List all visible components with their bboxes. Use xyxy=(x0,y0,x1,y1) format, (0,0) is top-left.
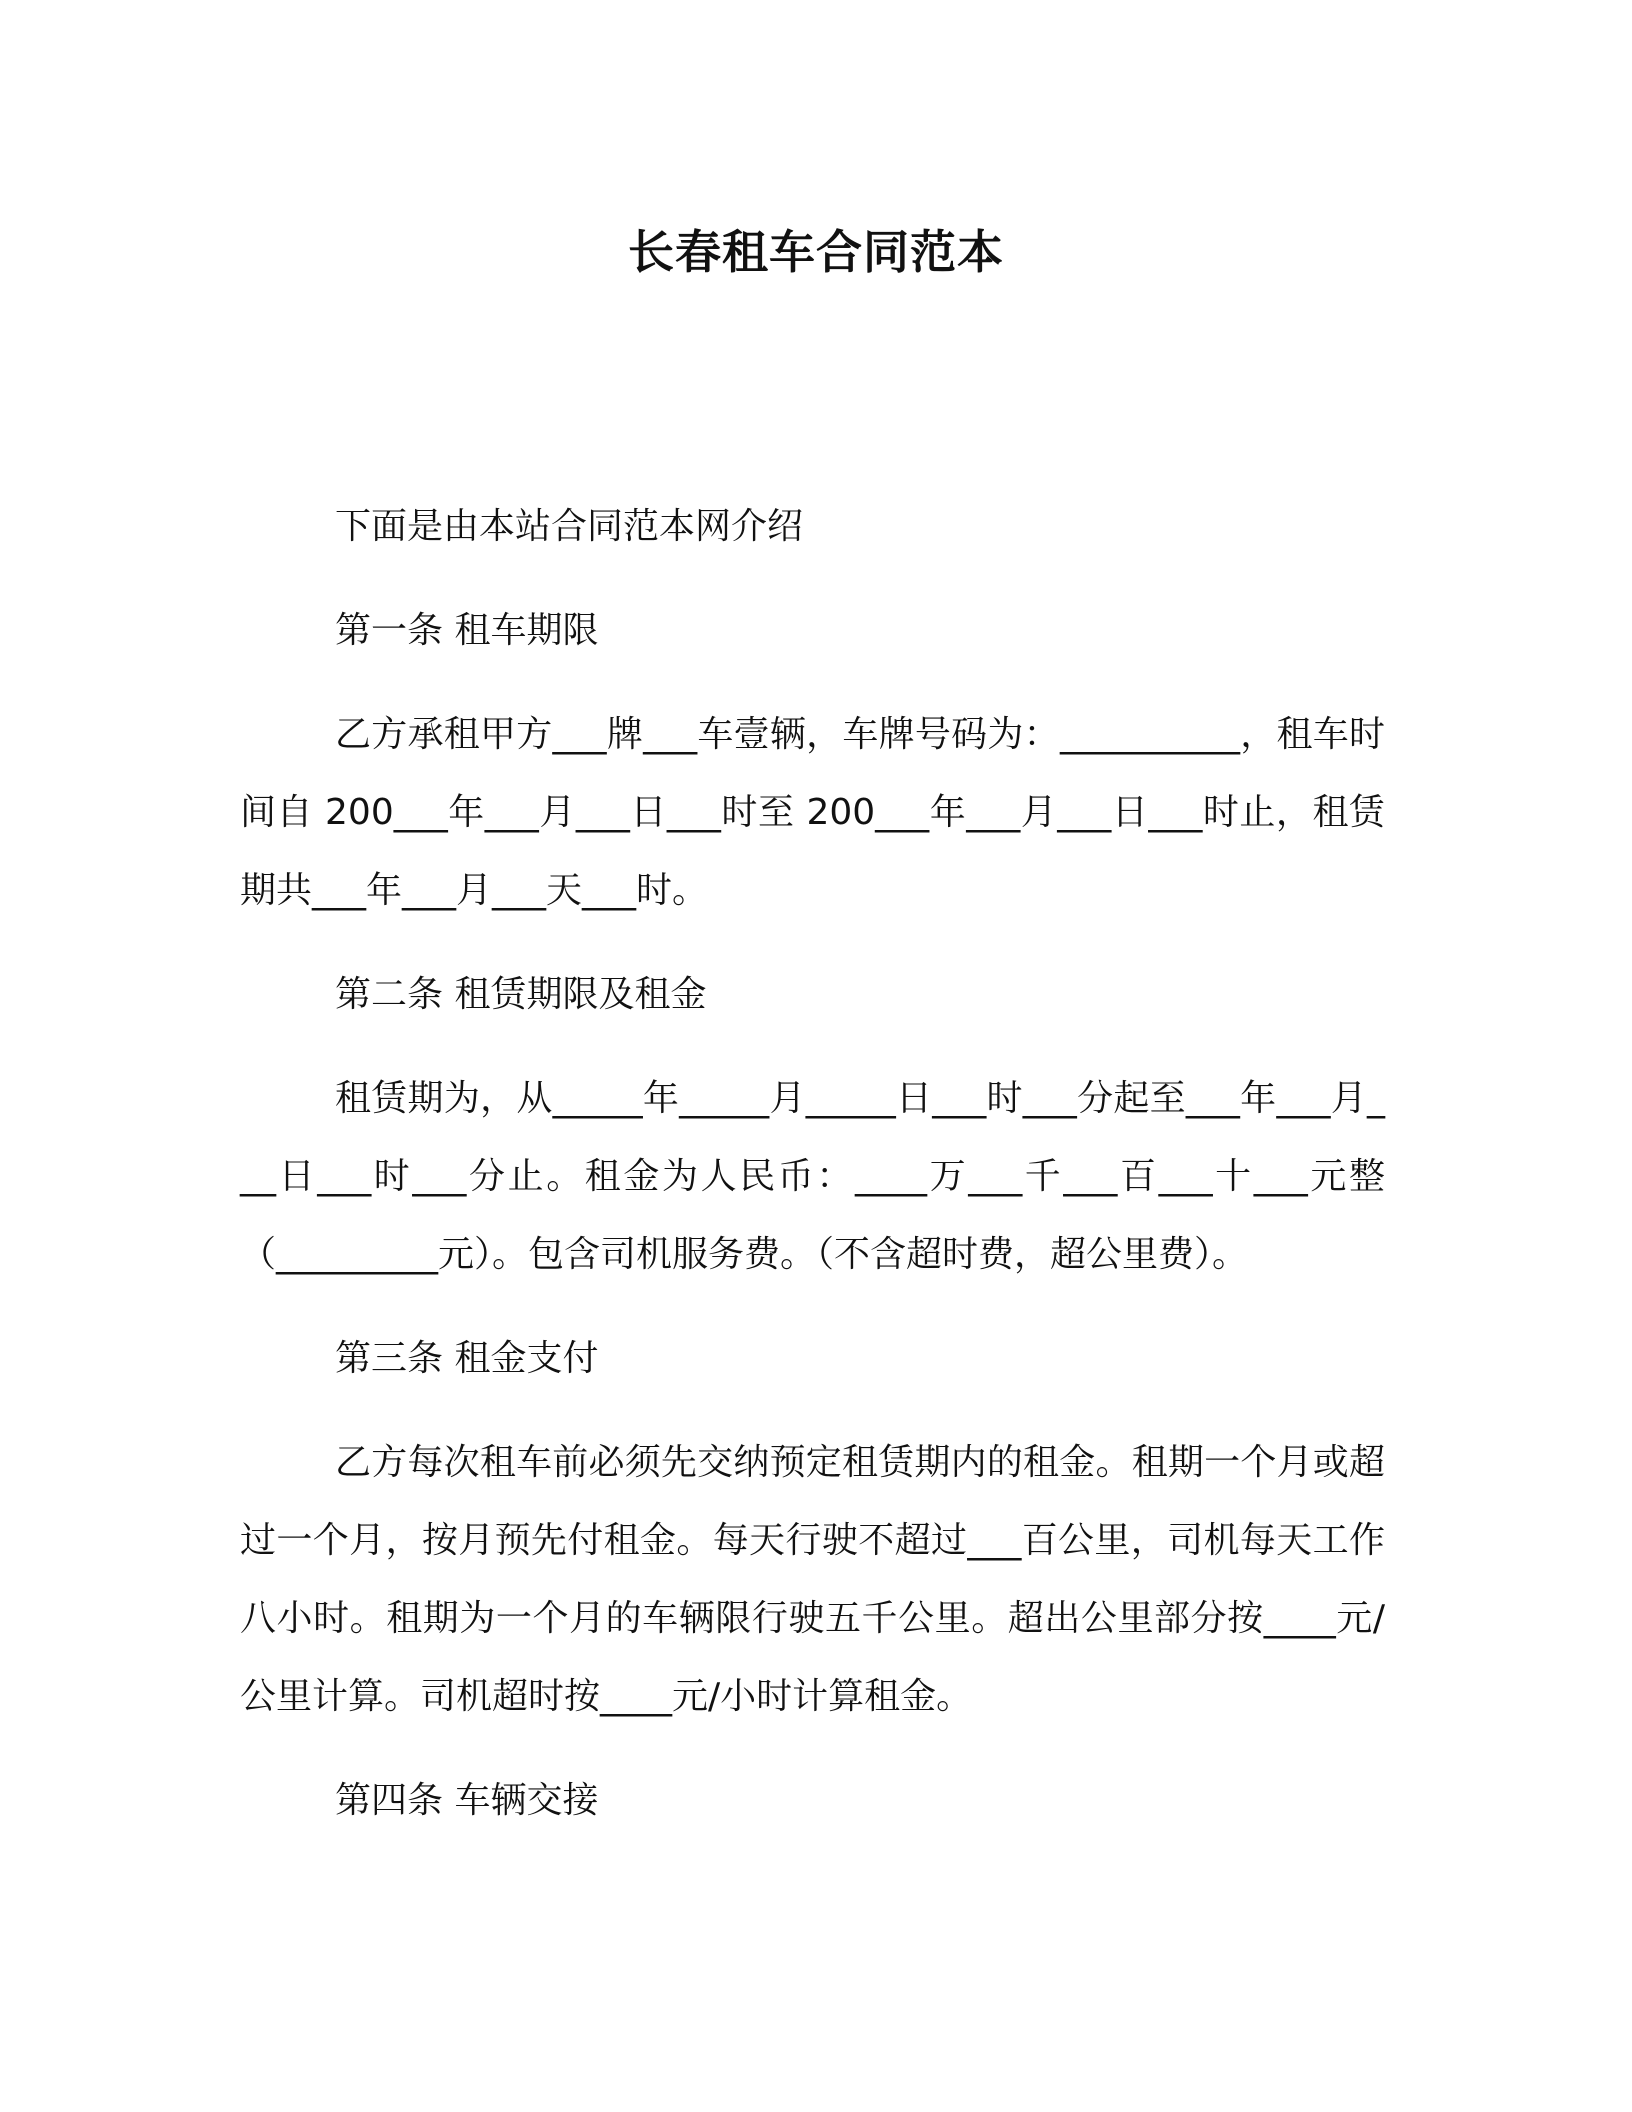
section-2-heading: 第二条 租赁期限及租金 xyxy=(335,974,707,1015)
section-1-heading: 第一条 租车期限 xyxy=(335,610,599,651)
document-title: 长春租车合同范本 xyxy=(628,225,1004,279)
intro-line: 下面是由本站合同范本网介绍 xyxy=(335,506,804,547)
section-2-text: 租赁期为，从_____年_____月_____日___时___分起至___年___月___日___时___分止。租金为人民币：____万___千___百___十___元整 （_________元）。包含司机服务费。（不含超时费，超公里费）。 xyxy=(240,1078,1385,1275)
section-3-heading: 第三条 租金支付 xyxy=(335,1338,599,1379)
section-1-text: 乙方承租甲方___牌___车壹辆，车牌号码为：__________，租车时间自 200___年___月___日___时至 200___年___月___日___时止，租赁期共___年___月___天___时。 xyxy=(240,714,1385,911)
section-3-text: 乙方每次租车前必须先交纳预定租赁期内的租金。租期一个月或超过一个月，按月预先付租金。每天行驶不超过___百公里，司机每天工作八小时。租期为一个月的车辆限行驶五千公里。超出公里部分按____元/公里计算。司机超时按____元/小时计算租金。 xyxy=(240,1442,1385,1717)
document-body xyxy=(240,488,1385,1866)
section-4-heading: 第四条 车辆交接 xyxy=(335,1780,599,1821)
